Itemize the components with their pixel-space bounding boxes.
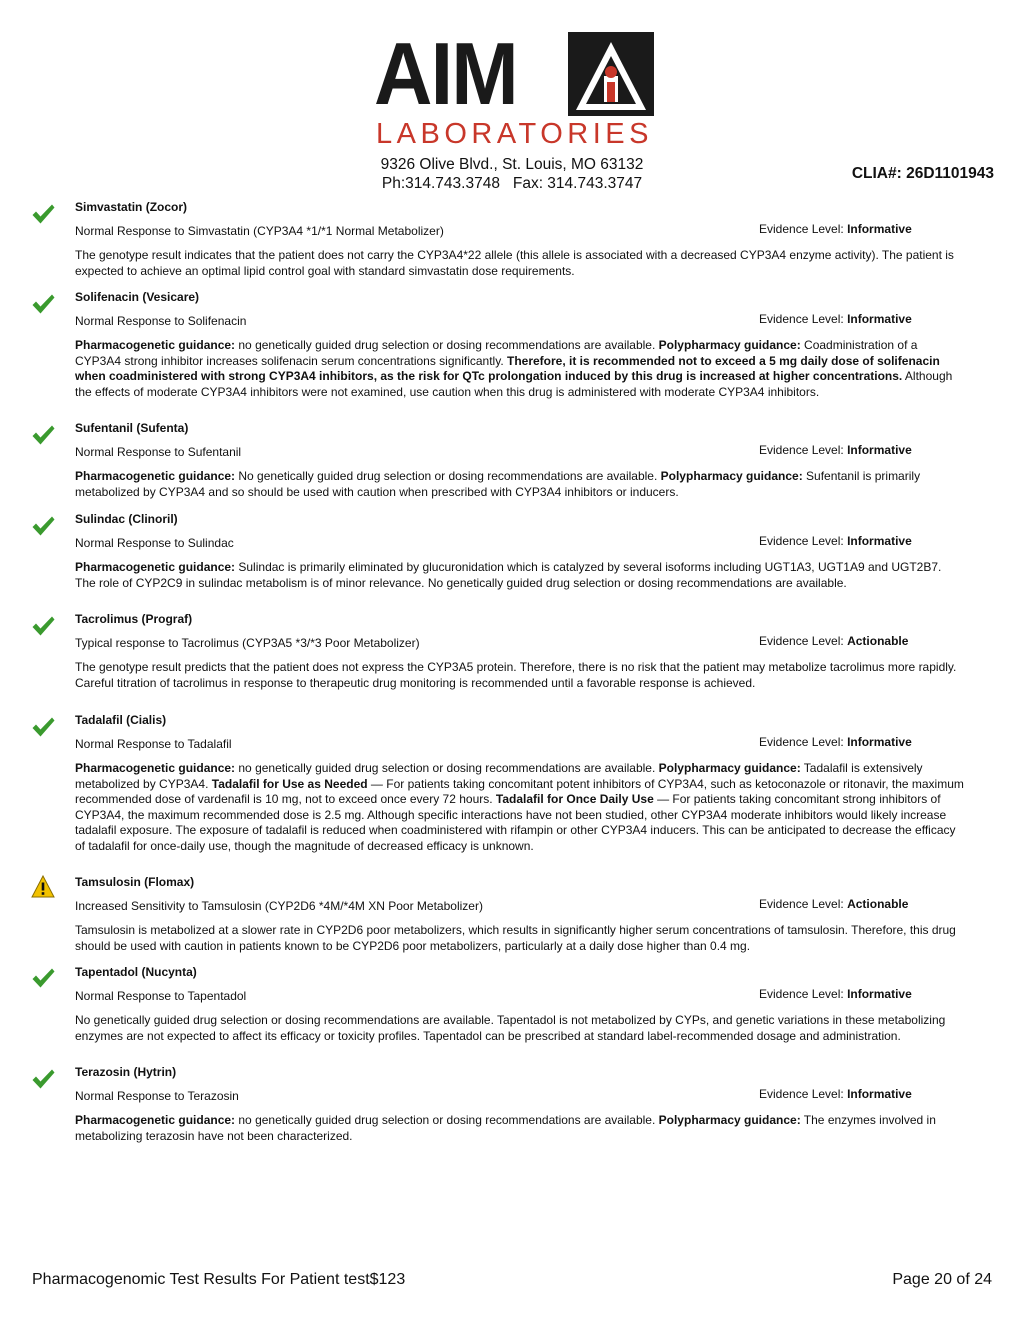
- guidance-text: No genetically guided drug selection or dosing recommendations are available. Tapentadol is not metabolized by CYPs, and genetic variations in these metabolizing enzymes are not expected to affect its efficacy or toxicity profiles. Tapentadol can be prescribed at standard label-recommended dosage and administration.: [75, 1013, 946, 1043]
- evidence-value: Actionable: [847, 897, 909, 911]
- drug-response: Typical response to Tacrolimus (CYP3A5 *3/*3 Poor Metabolizer): [75, 636, 420, 650]
- lab-address: [312, 155, 712, 193]
- guidance-heading: Pharmacogenetic guidance:: [75, 1113, 236, 1127]
- check-icon: [30, 201, 56, 227]
- guidance-text: The genotype result predicts that the patient does not express the CYP3A5 protein. Therefore, there is no risk that the patient may metabolize tacrolimus more rapidly. Careful titration of tacrolimus in response to therapeutic drug monitoring is recommended until a favorable response is achieved.: [75, 660, 957, 690]
- logo-emblem-icon: [568, 32, 654, 116]
- evidence-level: [759, 897, 908, 911]
- evidence-level: [759, 634, 908, 648]
- drug-guidance-text: [75, 248, 965, 279]
- guidance-heading: Tadalafil for Once Daily Use: [495, 792, 654, 807]
- guidance-heading: Polypharmacy guidance:: [658, 761, 801, 775]
- drug-response: Normal Response to Tapentadol: [75, 989, 247, 1003]
- evidence-level: [759, 222, 912, 236]
- evidence-value: Informative: [847, 987, 912, 1001]
- guidance-text: — For patients taking concomitant potent inhibitors of CYP3A4, such as ketoconazole or ritonavir, the maximum recommended dose of vardenafil is 10 mg, not to exceed once every 72 hours.: [75, 776, 964, 807]
- drug-guidance-text: [75, 469, 965, 500]
- warning-icon: [30, 874, 56, 900]
- drug-name: Tadalafil (Cialis): [75, 713, 167, 727]
- drug-guidance-text: [75, 761, 965, 855]
- drug-response: Normal Response to Solifenacin: [75, 314, 247, 328]
- guidance-heading: Pharmacogenetic guidance:: [75, 761, 236, 775]
- guidance-text: The genotype result indicates that the patient does not carry the CYP3A4*22 allele (this allele is associated with a decreased CYP3A4 enzyme activity). The patient is expected to achieve an optimal lipid control goal with standard simvastatin dose requirements.: [75, 248, 954, 278]
- drug-response: Normal Response to Terazosin: [75, 1089, 239, 1103]
- clia-number: CLIA#: 26D1101943: [851, 165, 994, 182]
- guidance-text: Sufentanil is primarily metabolized by CYP3A4 and so should be used with caution when prescribed with CYP3A4 inhibitors or inducers.: [75, 469, 921, 499]
- drug-response: Normal Response to Simvastatin (CYP3A4 *1/*1 Normal Metabolizer): [75, 224, 444, 238]
- evidence-label: Evidence Level:: [759, 534, 848, 548]
- drug-response: Normal Response to Sulindac: [75, 536, 234, 550]
- drug-guidance-text: [75, 338, 965, 400]
- guidance-heading: Pharmacogenetic guidance:: [75, 560, 236, 574]
- guidance-heading: Pharmacogenetic guidance:: [75, 469, 236, 483]
- drug-name: Sulindac (Clinoril): [75, 512, 178, 526]
- drug-guidance-text: [75, 1013, 965, 1044]
- drug-response: Normal Response to Tadalafil: [75, 737, 232, 751]
- guidance-text: Although the effects of moderate CYP3A4 inhibitors were not examined, use caution when this drug is administered with moderate CYP3A4 inhibitors.: [75, 369, 953, 399]
- drug-guidance-text: [75, 1113, 965, 1144]
- evidence-label: Evidence Level:: [759, 735, 848, 749]
- drug-name: Tacrolimus (Prograf): [75, 612, 193, 626]
- evidence-level: [759, 312, 912, 326]
- drug-name: Simvastatin (Zocor): [75, 200, 188, 214]
- evidence-level: [759, 534, 912, 548]
- evidence-label: Evidence Level:: [759, 634, 848, 648]
- guidance-text: no genetically guided drug selection or dosing recommendations are available.: [235, 338, 659, 352]
- drug-name: Solifenacin (Vesicare): [75, 290, 200, 304]
- guidance-text: Sulindac is primarily eliminated by glucuronidation which is catalyzed by several isoforms including UGT1A3, UGT1A9 and UGT2B7. The role of CYP2C9 in sulindac metabolism is of minor relevance. No genetically guided drug selection or dosing recommendations are available.: [75, 560, 942, 590]
- guidance-heading: Pharmacogenetic guidance:: [75, 338, 236, 352]
- check-icon: [30, 513, 56, 539]
- check-icon: [30, 422, 56, 448]
- guidance-text: No genetically guided drug selection or dosing recommendations are available.: [235, 469, 661, 483]
- evidence-label: Evidence Level:: [759, 443, 848, 457]
- evidence-label: Evidence Level:: [759, 987, 848, 1001]
- guidance-text: — For patients taking concomitant strong inhibitors of CYP3A4, the maximum recommended dose is 2.5 mg. Although specific interactions have not been studied, other CYP3A4 moderate inhibitors would likely increase tadalafil exposure. The exposure of tadalafil is reduced when coadministered with rifampin or other CYP3A4 inducers. This can be anticipated to decrease the efficacy of tadalafil for once-daily use, though the magnitude of decreased efficacy is unknown.: [75, 792, 956, 853]
- address-line: 9326 Olive Blvd., St. Louis, MO 63132: [380, 156, 644, 173]
- footer-page-number: Page 20 of 24: [892, 1271, 992, 1288]
- guidance-heading: Polypharmacy guidance:: [658, 1113, 801, 1127]
- drug-name: Sufentanil (Sufenta): [75, 421, 189, 435]
- evidence-value: Informative: [847, 222, 912, 236]
- evidence-label: Evidence Level:: [759, 1087, 848, 1101]
- guidance-text: Coadministration of a CYP3A4 strong inhibitor increases solifenacin serum concentrations significantly.: [75, 338, 918, 368]
- check-icon: [30, 965, 56, 991]
- guidance-text: Tadalafil is extensively metabolized by CYP3A4.: [75, 761, 923, 791]
- guidance-text: The enzymes involved in metabolizing terazosin have not been characterized.: [75, 1113, 936, 1143]
- guidance-heading: Therefore, it is recommended not to exceed a 5 mg daily dose of solifenacin when coadministered with strong CYP3A4 inhibitors, as the risk for QTc prolongation induced by this drug is increased at higher concentrations.: [75, 353, 940, 384]
- guidance-text: Tamsulosin is metabolized at a slower rate in CYP2D6 poor metabolizers, which results in significantly higher serum concentrations of tamsulosin. Therefore, this drug should be used with caution in patients known to be CYP2D6 poor metabolizers, particularly at a daily dose higher than 0.4 mg.: [75, 923, 956, 953]
- guidance-text: no genetically guided drug selection or dosing recommendations are available.: [235, 761, 659, 775]
- evidence-value: Actionable: [847, 634, 909, 648]
- evidence-value: Informative: [847, 1087, 912, 1101]
- evidence-value: Informative: [847, 443, 912, 457]
- evidence-value: Informative: [847, 312, 912, 326]
- logo-subtitle: LABORATORIES: [376, 118, 653, 150]
- report-header: [0, 0, 1024, 200]
- drug-guidance-text: [75, 560, 965, 591]
- evidence-value: Informative: [847, 534, 912, 548]
- logo-wordmark: AIM: [374, 24, 517, 123]
- evidence-label: Evidence Level:: [759, 222, 848, 236]
- evidence-value: Informative: [847, 735, 912, 749]
- drug-name: Terazosin (Hytrin): [75, 1065, 177, 1079]
- check-icon: [30, 291, 56, 317]
- footer-patient-label: Pharmacogenomic Test Results For Patient test$123: [32, 1271, 406, 1288]
- check-icon: [30, 613, 56, 639]
- guidance-text: no genetically guided drug selection or dosing recommendations are available.: [235, 1113, 659, 1127]
- guidance-heading: Tadalafil for Use as Needed: [211, 776, 368, 791]
- evidence-level: [759, 443, 912, 457]
- check-icon: [30, 714, 56, 740]
- drug-response: Normal Response to Sufentanil: [75, 445, 242, 459]
- guidance-heading: Polypharmacy guidance:: [658, 338, 801, 352]
- drug-response: Increased Sensitivity to Tamsulosin (CYP2D6 *4M/*4M XN Poor Metabolizer): [75, 899, 483, 913]
- evidence-label: Evidence Level:: [759, 312, 848, 326]
- phone-fax-line: Ph:314.743.3748 Fax: 314.743.3747: [381, 175, 643, 192]
- evidence-label: Evidence Level:: [759, 897, 848, 911]
- guidance-heading: Polypharmacy guidance:: [660, 469, 803, 483]
- aim-laboratories-logo: [360, 24, 670, 150]
- drug-guidance-text: [75, 660, 965, 691]
- evidence-level: [759, 735, 912, 749]
- drug-guidance-text: [75, 923, 965, 954]
- evidence-level: [759, 987, 912, 1001]
- evidence-level: [759, 1087, 912, 1101]
- check-icon: [30, 1066, 56, 1092]
- drug-name: Tamsulosin (Flomax): [75, 875, 195, 889]
- drug-name: Tapentadol (Nucynta): [75, 965, 197, 979]
